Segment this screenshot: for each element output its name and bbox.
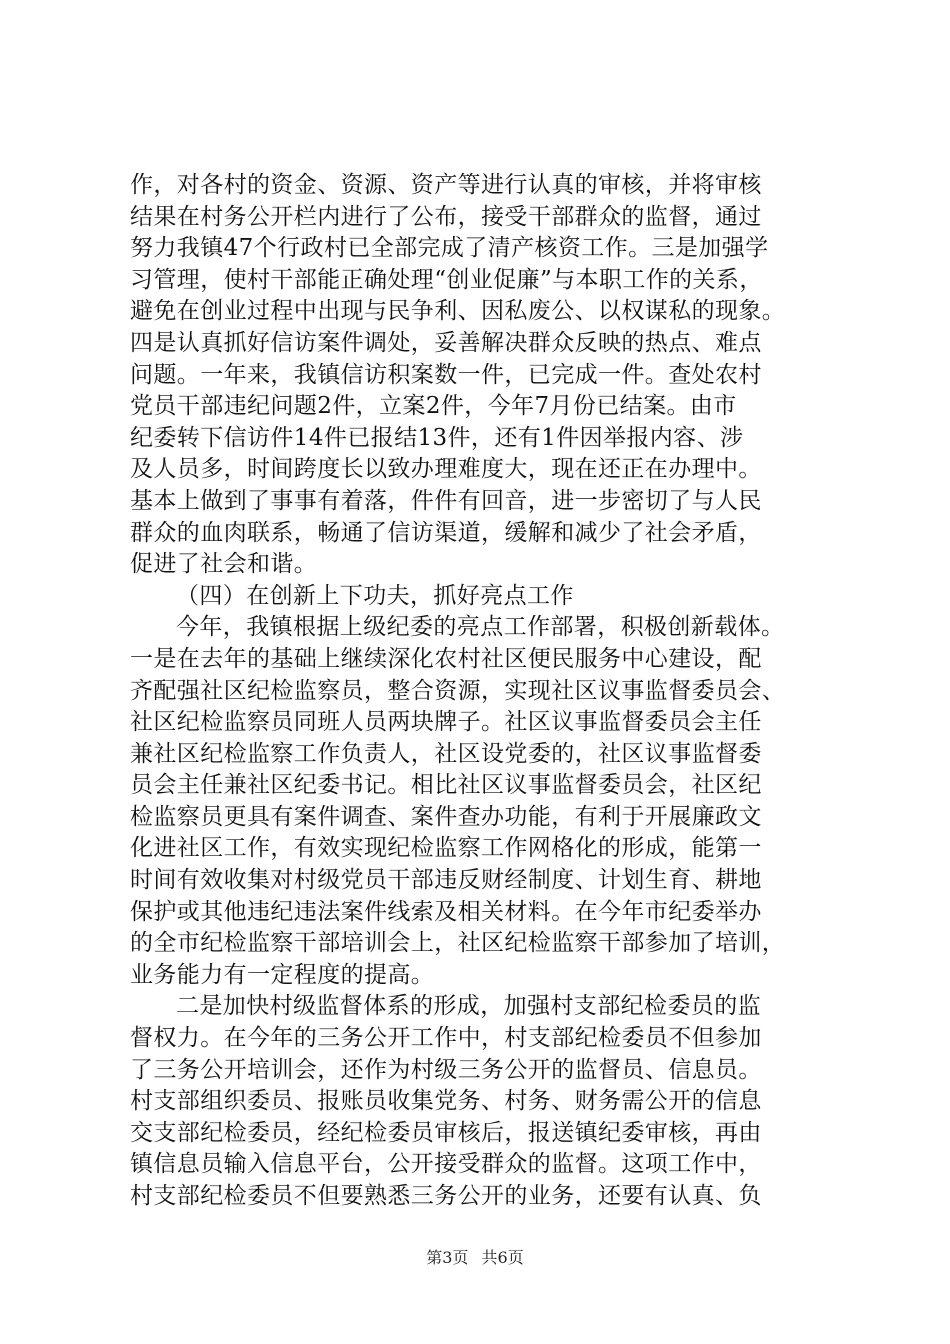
text-line: 镇信息员输入信息平台，公开接受群众的监督。这项工作中，: [130, 1151, 762, 1178]
text-line: 促进了社会和谐。: [130, 551, 318, 578]
text-line: 村支部纪检委员不但要熟悉三务公开的业务，还要有认真、负: [130, 1183, 762, 1209]
text-line: 员会主任兼社区纪委书记。相比社区议事监督委员会，社区纪: [130, 772, 762, 799]
text-line: 检监察员更具有案件调查、案件查办功能，有利于开展廉政文: [130, 803, 762, 830]
text-line: 及人员多，时间跨度长以致办理难度大，现在还正在办理中。: [130, 456, 762, 483]
body-text: [130, 170, 830, 1213]
text-line: 结果在村务公开栏内进行了公布，接受干部群众的监督，通过: [130, 203, 762, 230]
text-line: 避免在创业过程中出现与民争利、因私废公、以权谋私的现象。: [130, 298, 786, 325]
text-line: 努力我镇47个行政村已全部完成了清产核资工作。三是加强学: [130, 235, 769, 262]
text-line: 问题。一年来，我镇信访积案数一件，已完成一件。查处农村: [130, 361, 762, 388]
page-total: 共6页: [481, 1248, 524, 1267]
page-number: 第3页: [426, 1248, 469, 1267]
text-line: 化进社区工作，有效实现纪检监察工作网格化的形成，能第一: [130, 835, 762, 862]
text-line: （四）在创新上下功夫，抓好亮点工作: [176, 582, 574, 609]
text-line: 的全市纪检监察干部培训会上，社区纪检监察干部参加了培训，: [130, 930, 786, 957]
text-line: 业务能力有一定程度的提高。: [130, 961, 435, 988]
text-line: 纪委转下信访件14件已报结13件，还有1件因举报内容、涉: [130, 424, 744, 451]
text-line: 党员干部违纪问题2件，立案2件，今年7月份已结案。由市: [130, 393, 737, 420]
text-line: 保护或其他违纪违法案件线索及相关材料。在今年市纪委举办: [130, 898, 762, 925]
text-line: 了三务公开培训会，还作为村级三务公开的监督员、信息员。: [130, 1056, 762, 1083]
text-line: 交支部纪检委员，经纪检委员审核后，报送镇纪委审核，再由: [130, 1119, 762, 1146]
text-line: 社区纪检监察员同班人员两块牌子。社区议事监督委员会主任: [130, 709, 762, 736]
text-line: 作，对各村的资金、资源、资产等进行认真的审核，并将审核: [130, 172, 762, 198]
text-line: 齐配强社区纪检监察员，整合资源，实现社区议事监督委员会、: [130, 677, 786, 704]
text-line: 村支部组织委员、报账员收集党务、村务、财务需公开的信息: [130, 1088, 762, 1115]
text-line: 习管理，使村干部能正确处理“创业促廉”与本职工作的关系，: [130, 266, 763, 293]
text-line: 督权力。在今年的三务公开工作中，村支部纪检委员不但参加: [130, 1025, 762, 1052]
text-line: 四是认真抓好信访案件调处，妥善解决群众反映的热点、难点: [130, 329, 762, 356]
text-line: 基本上做到了事事有着落，件件有回音，进一步密切了与人民: [130, 487, 762, 514]
text-line: 兼社区纪检监察工作负责人，社区设党委的，社区议事监督委: [130, 740, 762, 767]
page-footer: [0, 1245, 950, 1268]
text-line: 一是在去年的基础上继续深化农村社区便民服务中心建设，配: [130, 645, 762, 672]
text-line: 时间有效收集对村级党员干部违反财经制度、计划生育、耕地: [130, 867, 762, 894]
text-line: 二是加快村级监督体系的形成，加强村支部纪检委员的监: [176, 993, 761, 1020]
text-line: 今年，我镇根据上级纪委的亮点工作部署，积极创新载体。: [176, 614, 785, 641]
text-line: 群众的血肉联系，畅通了信访渠道，缓解和减少了社会矛盾，: [130, 519, 762, 546]
